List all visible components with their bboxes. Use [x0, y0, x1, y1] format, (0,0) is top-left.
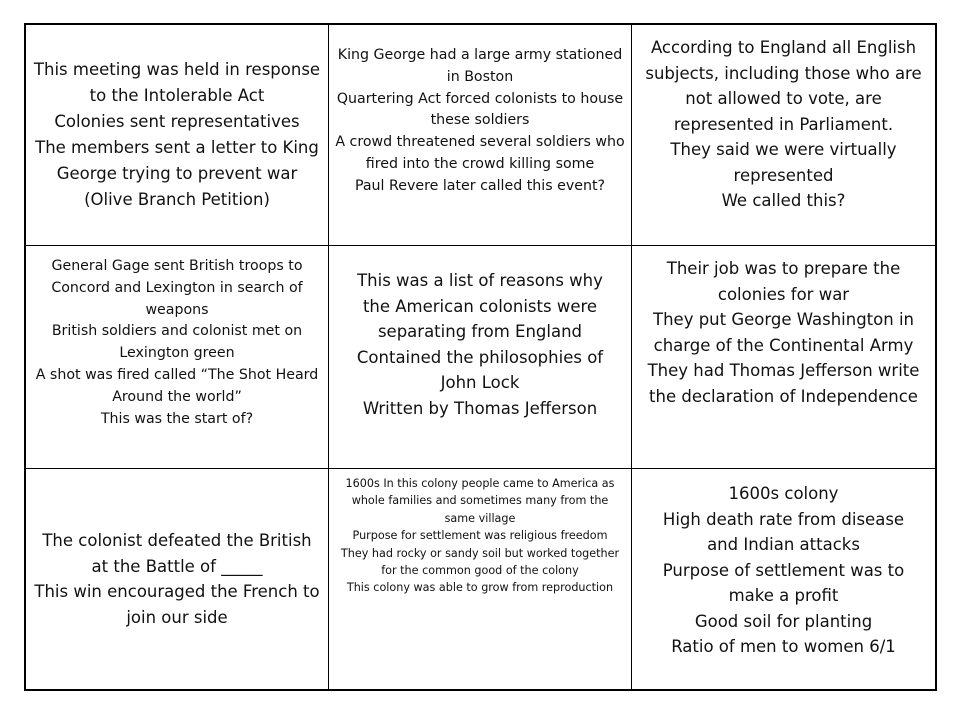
clue-line: British soldiers and colonist met on Lexington green: [51, 323, 303, 362]
clue-cell-5-declaration: [329, 246, 632, 469]
clue-line: Purpose of settlement was to make a profit: [662, 560, 905, 605]
clue-line: Quartering Act forced colonists to house these soldiers: [336, 90, 624, 129]
clue-line: According to England all English subjects, including those who are not allowed to vote, are represented in Parliament.: [645, 38, 922, 134]
clue-line: A crowd threatened several soldiers who fired into the crowd killing some: [335, 134, 625, 172]
clue-cell-8-new-england: [329, 469, 632, 689]
clue-line: This was the start of?: [100, 410, 254, 427]
clue-line: 1600s colony: [728, 484, 839, 503]
clue-line: Colonies sent representatives: [54, 112, 300, 131]
clue-line: High death rate from disease and Indian attacks: [662, 509, 905, 554]
clue-line: Paul Revere later called this event?: [354, 177, 606, 194]
clue-line: The members sent a letter to King George trying to prevent war (Olive Branch Petition): [35, 138, 319, 209]
clue-line: King George had a large army stationed in Boston: [337, 47, 623, 85]
clue-line: They put George Washington in charge of the Continental Army: [653, 310, 914, 355]
clue-cell-4-lexington: [26, 246, 329, 469]
clue-line: Written by Thomas Jefferson: [362, 398, 598, 418]
clue-line: The colonist defeated the British at the Battle of _____: [42, 531, 312, 576]
clue-grid: [24, 23, 937, 691]
clue-cell-7-saratoga: [26, 469, 329, 689]
clue-line: 1600s In this colony people came to America as whole families and sometimes many from the same village: [345, 477, 615, 525]
clue-line: They said we were virtually represented: [670, 140, 897, 185]
clue-line: This colony was able to grow from reproduction: [346, 581, 614, 595]
clue-line: This win encouraged the French to join our side: [34, 582, 320, 627]
clue-cell-9-southern-colony: [632, 469, 935, 689]
clue-line: A shot was fired called “The Shot Heard Around the world”: [35, 366, 319, 405]
clue-line: General Gage sent British troops to Concord and Lexington in search of weapons: [51, 258, 303, 318]
clue-line: They had rocky or sandy soil but worked together for the common good of the colony: [340, 546, 620, 578]
clue-cell-1-congress: [26, 25, 329, 246]
clue-line: Good soil for planting: [694, 611, 873, 631]
clue-line: This meeting was held in response to the Intolerable Act: [33, 60, 321, 105]
clue-cell-3-taxation: [632, 25, 935, 246]
clue-line: Ratio of men to women 6/1: [671, 637, 896, 656]
clue-line: This was a list of reasons why the American colonists were separating from England: [357, 271, 603, 341]
clue-line: Contained the philosophies of John Lock: [356, 347, 604, 392]
clue-line: Purpose for settlement was religious freedom: [352, 529, 608, 543]
clue-line: We called this?: [721, 191, 846, 210]
clue-cell-2-boston: [329, 25, 632, 246]
clue-line: They had Thomas Jefferson write the declaration of Independence: [647, 361, 920, 406]
clue-cell-6-continental-congress: [632, 246, 935, 469]
clue-line: Their job was to prepare the colonies for war: [666, 259, 901, 304]
